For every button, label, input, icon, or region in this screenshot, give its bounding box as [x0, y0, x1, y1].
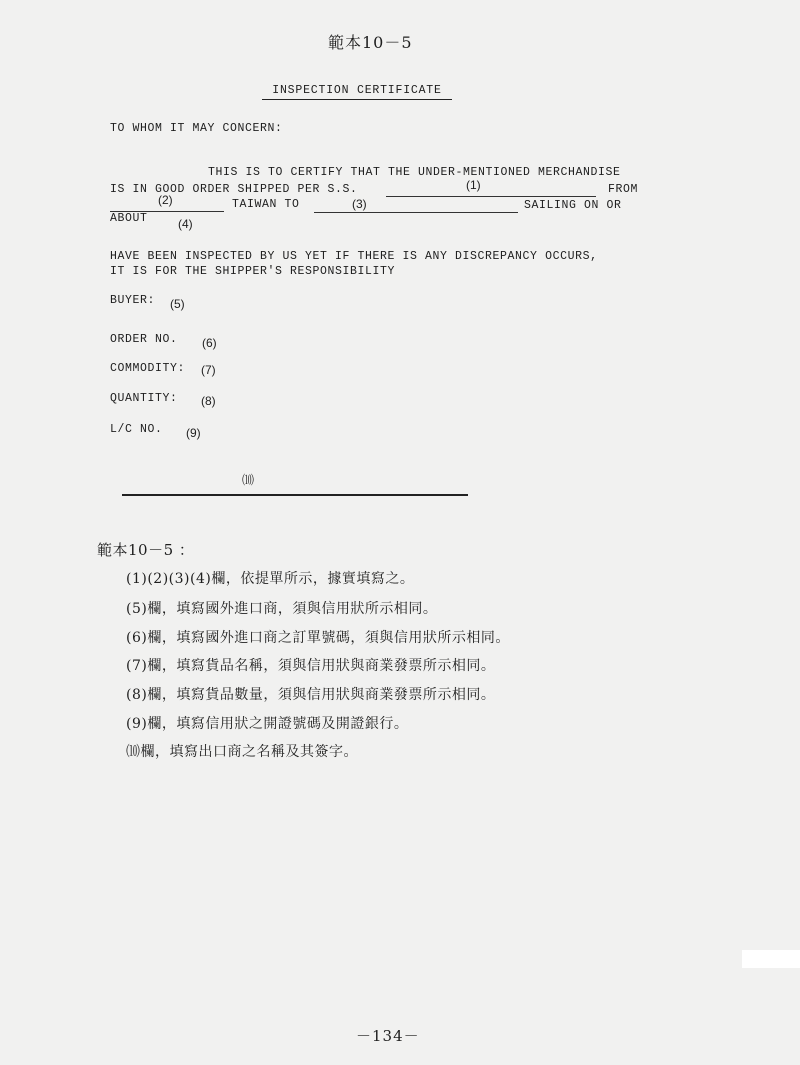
body-line-1: THIS IS TO CERTIFY THAT THE UNDER-MENTIONED MERCHANDISE: [208, 166, 621, 179]
signature-marker: ⑽: [242, 473, 255, 487]
blank-marker-1: (1): [466, 178, 481, 192]
field-quantity-marker: (8): [201, 394, 216, 408]
note-item: (6)欄，填寫國外進口商之訂單號碼，須與信用狀所示相同。: [126, 630, 510, 646]
blank-marker-2: (2): [158, 193, 173, 207]
certificate-title: INSPECTION CERTIFICATE: [262, 84, 452, 100]
note-item: (8)欄，填寫貨品數量，須與信用狀與商業發票所示相同。: [126, 687, 496, 703]
blank-marker-3: (3): [352, 197, 367, 211]
statement-line-2: IT IS FOR THE SHIPPER'S RESPONSIBILITY: [110, 265, 396, 278]
blank-marker-4: (4): [178, 217, 193, 231]
field-buyer-marker: (5): [170, 297, 185, 311]
note-item: ⑽欄，填寫出口商之名稱及其簽字。: [126, 744, 358, 760]
field-commodity-label: COMMODITY:: [110, 362, 186, 375]
scan-artifact: [742, 950, 800, 968]
note-item: (1)(2)(3)(4)欄，依提單所示，據實填寫之。: [126, 571, 415, 587]
body-line-2-start: IS IN GOOD ORDER SHIPPED PER S.S.: [110, 183, 358, 196]
field-buyer-label: BUYER:: [110, 294, 156, 307]
note-item: (5)欄，填寫國外進口商，須與信用狀所示相同。: [126, 601, 438, 617]
body-line-3-end: SAILING ON OR: [524, 199, 622, 212]
body-line-2-end: FROM: [608, 183, 639, 196]
field-lc-no-marker: (9): [186, 426, 201, 440]
page-heading: 範本10－5: [328, 33, 413, 52]
field-lc-no-label: L/C NO.: [110, 423, 163, 436]
notes-title: 範本10－5 ：: [97, 541, 195, 559]
salutation: TO WHOM IT MAY CONCERN:: [110, 122, 283, 135]
body-line-4: ABOUT: [110, 212, 148, 225]
body-line-3-start: TAIWAN TO: [232, 198, 300, 211]
signature-line: [122, 494, 468, 496]
field-order-no-marker: (6): [202, 336, 217, 350]
field-quantity-label: QUANTITY:: [110, 392, 178, 405]
note-item: (7)欄，填寫貨品名稱，須與信用狀與商業發票所示相同。: [126, 658, 496, 674]
blank-line-3: [314, 212, 518, 213]
field-commodity-marker: (7): [201, 363, 216, 377]
statement-line-1: HAVE BEEN INSPECTED BY US YET IF THERE IS ANY DISCREPANCY OCCURS,: [110, 250, 598, 263]
blank-line-1: [386, 196, 596, 197]
field-order-no-label: ORDER NO.: [110, 333, 178, 346]
note-item: (9)欄，填寫信用狀之開證號碼及開證銀行。: [126, 716, 409, 732]
page-number: －134－: [356, 1027, 420, 1045]
